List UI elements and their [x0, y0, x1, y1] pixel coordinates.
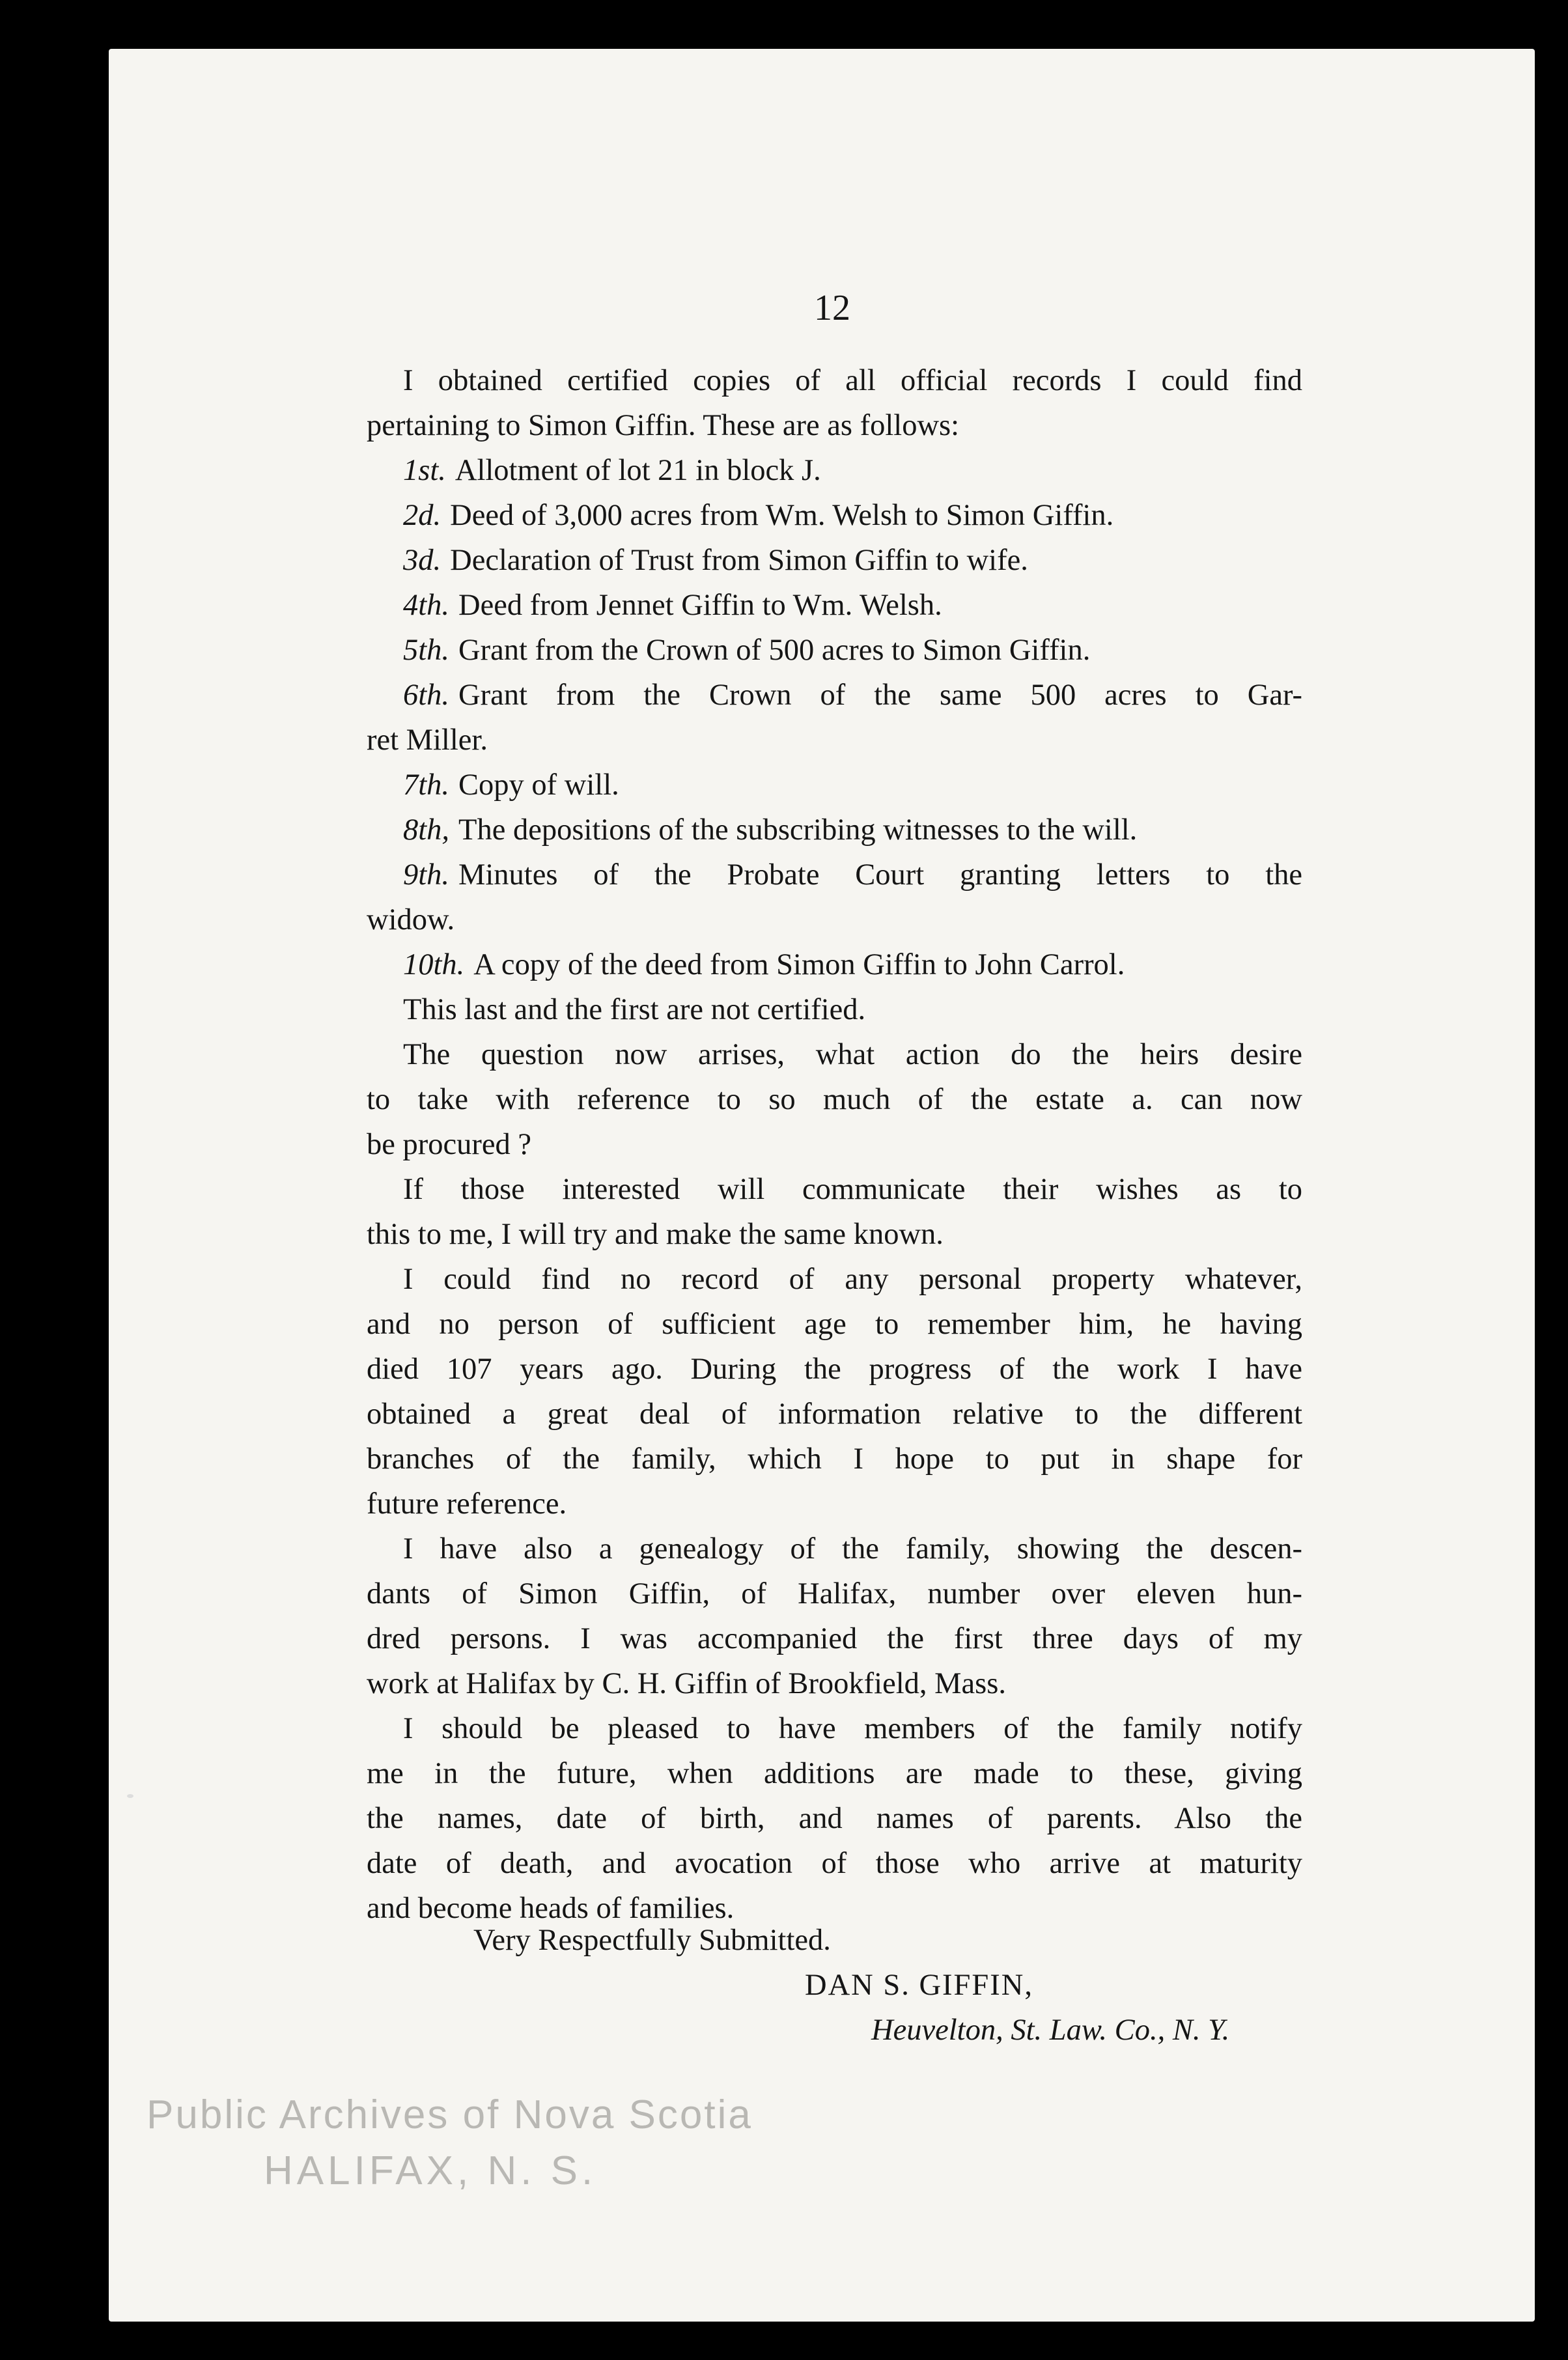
paper-speck [127, 1794, 133, 1798]
line-text: Deed from Jennet Giffin to Wm. Welsh. [458, 589, 942, 622]
line-text: and become heads of families. [367, 1892, 735, 1925]
line-text: date of death, and avocation of those who arrive at maturity [367, 1847, 1302, 1880]
text-line [367, 987, 1302, 1032]
list-ordinal: 2d. [403, 499, 441, 532]
text-line [367, 1167, 1302, 1212]
line-text: future reference. [367, 1487, 567, 1521]
list-ordinal: 9th. [403, 858, 450, 892]
text-line [367, 673, 1302, 718]
text-line [367, 1032, 1302, 1077]
list-ordinal: 1st. [403, 454, 446, 487]
list-ordinal: 5th. [403, 634, 450, 667]
line-text: dred persons. I was accompanied the first three days of my [367, 1622, 1302, 1655]
line-text: This last and the first are not certified. [403, 993, 866, 1026]
text-line [367, 897, 1302, 942]
text-line [367, 1661, 1302, 1706]
line-text: Deed of 3,000 acres from Wm. Welsh to Simon Giffin. [450, 499, 1114, 532]
line-text: If those interested will communicate their wishes as to [403, 1173, 1302, 1206]
line-text: the names, date of birth, and names of parents. Also the [367, 1802, 1302, 1835]
list-ordinal: 7th. [403, 768, 450, 802]
text-line [367, 1706, 1302, 1751]
text-line [367, 1257, 1302, 1302]
text-line [367, 1526, 1302, 1571]
archive-stamp-line-2: HALIFAX, N. S. [264, 2148, 597, 2193]
text-line [367, 1841, 1302, 1886]
line-text: Declaration of Trust from Simon Giffin to wife. [450, 544, 1028, 577]
line-text: A copy of the deed from Simon Giffin to John Carrol. [473, 948, 1125, 981]
text-line [367, 493, 1302, 538]
text-line [367, 583, 1302, 628]
list-ordinal: 4th. [403, 589, 450, 622]
text-line [367, 1751, 1302, 1796]
text-line [367, 448, 1302, 493]
line-text: dants of Simon Giffin, of Halifax, number over eleven hun- [367, 1577, 1302, 1610]
text-line [367, 1212, 1302, 1257]
line-text: died 107 years ago. During the progress of the work I have [367, 1353, 1302, 1386]
line-text: this to me, I will try and make the same known. [367, 1218, 944, 1251]
text-line [367, 942, 1302, 987]
line-text: to take with reference to so much of the estate a. can now [367, 1083, 1302, 1116]
line-text: The depositions of the subscribing witnesses to the will. [458, 813, 1138, 847]
list-ordinal: 10th. [403, 948, 465, 981]
text-line [367, 403, 1302, 448]
line-text: The question now arrises, what action do the heirs desire [403, 1038, 1302, 1071]
line-text: Copy of will. [458, 768, 619, 802]
line-text: I should be pleased to have members of the family notify [403, 1712, 1302, 1745]
text-line [367, 1437, 1302, 1482]
line-text: Minutes of the Probate Court granting letters to the [458, 858, 1302, 892]
signature-address: Heuvelton, St. Law. Co., N. Y. [871, 2014, 1230, 2047]
text-line [367, 1347, 1302, 1392]
text-line [367, 852, 1302, 897]
text-line [367, 538, 1302, 583]
text-line [367, 1796, 1302, 1841]
line-text: Allotment of lot 21 in block J. [455, 454, 821, 487]
list-ordinal: 8th, [403, 813, 450, 847]
line-text: work at Halifax by C. H. Giffin of Brookfield, Mass. [367, 1667, 1006, 1700]
line-text: I could find no record of any personal property whatever, [403, 1263, 1302, 1296]
list-ordinal: 3d. [403, 544, 441, 577]
text-line [367, 358, 1302, 403]
body-text [367, 358, 1302, 1931]
line-text: branches of the family, which I hope to put in shape for [367, 1442, 1302, 1476]
line-text: obtained a great deal of information relative to the different [367, 1398, 1302, 1431]
text-line [367, 808, 1302, 852]
text-line [367, 1077, 1302, 1122]
text-line [367, 1302, 1302, 1347]
signature-name: DAN S. GIFFIN, [805, 1969, 1033, 2002]
line-text: Grant from the Crown of 500 acres to Simon Giffin. [458, 634, 1091, 667]
line-text: ret Miller. [367, 723, 488, 757]
archive-stamp-line-1: Public Archives of Nova Scotia [147, 2092, 753, 2137]
line-text: I have also a genealogy of the family, showing the descen- [403, 1532, 1302, 1566]
line-text: me in the future, when additions are made to these, giving [367, 1757, 1302, 1790]
page-number: 12 [814, 288, 850, 328]
line-text: I obtained certified copies of all official records I could find [403, 364, 1302, 397]
line-text: and no person of sufficient age to remember him, he having [367, 1308, 1302, 1341]
text-line [367, 628, 1302, 673]
closing-line: Very Respectfully Submitted. [473, 1924, 831, 1957]
text-line [367, 1571, 1302, 1616]
text-line [367, 718, 1302, 763]
text-line [367, 763, 1302, 808]
line-text: be procured ? [367, 1128, 532, 1161]
line-text: Grant from the Crown of the same 500 acres to Gar- [458, 679, 1302, 712]
text-line [367, 1392, 1302, 1437]
text-line [367, 1616, 1302, 1661]
line-text: widow. [367, 903, 455, 936]
line-text: pertaining to Simon Giffin. These are as follows: [367, 409, 960, 442]
text-line [367, 1482, 1302, 1526]
text-line [367, 1122, 1302, 1167]
list-ordinal: 6th. [403, 679, 450, 712]
archive-stamp [147, 2087, 753, 2199]
